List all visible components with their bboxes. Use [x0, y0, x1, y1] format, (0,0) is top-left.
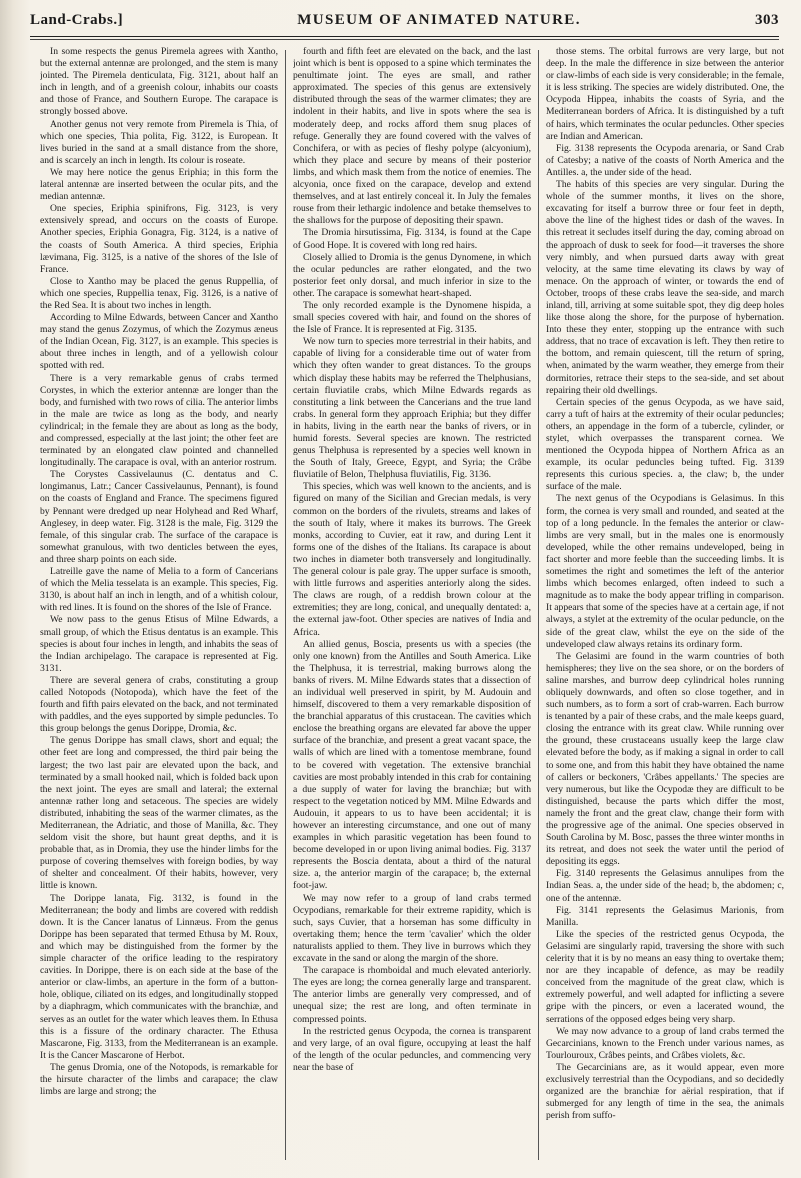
paragraph: The Corystes Cassivelaunus (C. dentatus and C. longimanus, Latr.; Cancer Cassivelaunus, Pennant), is found on the coasts of England and France. The specimens figured by Pennant were dredged up near Holyhead and Red Wharf, Anglesey, in deep water. Fig. 3128 is the male, Fig. 3129 the female, of this singular crab. The surface of the carapace is somewhat granulous, with two denticles between the eyes, and three sharp points on each side.: [40, 469, 278, 565]
paragraph: In some respects the genus Piremela agrees with Xantho, but the external antennæ are prolonged, and the stem is many jointed. The Piremela denticulata, Fig. 3121, about half an inch in length, and of a greenish colour, inhabits our coasts and those of France, and Southern Europe. The carapace is strongly bossed above.: [40, 46, 278, 118]
paragraph: The Gecarcinians are, as it would appear, even more exclusively terrestrial than the Ocypodians, and so decidedly organized are the branchiæ for aërial respiration, that if submerged for any length of time in the sea, the animals perish from suffo-: [546, 1061, 784, 1122]
paragraph: fourth and fifth feet are elevated on the back, and the last joint which is bent is opposed to a spine which terminates the penultimate joint. The eyes are small, and rather approximated. The species of this genus are extensively distributed through the seas of the warmer climates; they are indolent in their habits, and live in spots where the sea is moderately deep, and rocks afford them snug places of refuge. Generally they are found covered with the valves of Conchifera, or with as pecies of fleshy polype (alcyonium), which they place and secure by means of their posterior limbs, and which mask them from the notice of enemies. The alcyonia, once fixed on the carapace, develop and extend themselves, and at last entirely conceal it. In July the females rouse from their lethargic indolence and betake themselves to the shallows for the purpose of depositing their spawn.: [293, 46, 531, 227]
paragraph: This species, which was well known to the ancients, and is figured on many of the Sicilian and Grecian medals, is very common on the borders of the rivulets, streams and lakes of the south of Italy, where it makes its burrows. The Greek monks, according to Cuvier, eat it raw, and during Lent it forms one of the dishes of the Italians. Its carapace is about two inches in diameter both transversely and longitudinally. The general colour is pale gray. The upper surface is smooth, with little furrows and asperities anteriorly along the sides. The claws are rough, of a reddish brown colour at the extremities; they are long, conical, and unequally dentated: a, the external jaw-foot. Other species are natives of India and Africa.: [293, 481, 531, 638]
header-rule-thin: [30, 39, 779, 40]
paragraph: The next genus of the Ocypodians is Gelasimus. In this form, the cornea is very small and rounded, and seated at the top of a long peduncle. In the females the anterior or claw-limbs are very small, but in the males one is enormously developed, while the other remains undeveloped, being in fact shorter and more feeble than the succeeding limbs. It is sometimes the right and sometimes the left of the anterior limbs which becomes enlarged, often indeed to such a magnitude as to make the body appear trifling in comparison. It appears that some of the species have at a certain age, if not always, a stylet at the extremity of the ocular peduncle, on the side of the great claw, whilst the eye on the side of the undeveloped claw always retains its ordinary form.: [546, 493, 784, 650]
paragraph: Another genus not very remote from Piremela is Thia, of which one species, Thia polita, Fig. 3122, is European. It lives buried in the sand at a small distance from the shore, and is scarcely an inch in length. Its colour is roseate.: [40, 118, 278, 166]
paragraph: One species, Eriphia spinifrons, Fig. 3123, is very extensively spread, and occurs on the coasts of Europe. Another species, Eriphia Gonagra, Fig. 3124, is a native of the coasts of South America. A third species, Eriphia lævimana, Fig. 3125, is a native of the shores of the Isle of France.: [40, 203, 278, 275]
paragraph: Certain species of the genus Ocypoda, as we have said, carry a tuft of hairs at the extremity of their ocular peduncles; others, an appendage in the form of a tubercle, cylinder, or stylet, which overpasses the transparent cornea. We mentioned the Ocypoda hippea of Northern Africa as an example, its ocular peduncles being tufted. Fig. 3139 represents this curious species. a, the claw; b, the under surface of the male.: [546, 396, 784, 493]
paragraph: The habits of this species are very singular. During the whole of the summer months, it lives on the shore, excavating for itself a burrow three or four feet in depth, above the line of the highest tides or dash of the waves. In this retreat it secludes itself during the day, coming abroad on the approach of dusk to seek for food—it traverses the shore very nimbly, and when pursued darts away with great velocity, at the same time elevating its claws by way of menace. On the approach of winter, or towards the end of October, troops of these crabs leave the sea-side, and march inland, till, arriving at some suitable spot, they dig deep holes like those along the shore, for the purpose of hybernation. Into these they enter, stopping up the entrance with such address, that no trace of excavation is left. They then retire to the bottom, and remain quiescent, till the return of spring, when, animated by the warm weather, they emerge from their dormitories, retrace their steps to the sea-side, and set about repairing their old dwellings.: [546, 179, 784, 396]
paragraph: Close to Xantho may be placed the genus Ruppellia, of which one species, Ruppellia tenax, Fig. 3126, is a native of the Red Sea. It is about two inches in length.: [40, 275, 278, 311]
text-column-right: [546, 46, 784, 1168]
paragraph: The genus Dromia, one of the Notopods, is remarkable for the hirsute character of the limbs and carapace; the claw limbs are large and strong; the: [40, 1061, 278, 1098]
paragraph: The Dromia hirsutissima, Fig. 3134, is found at the Cape of Good Hope. It is covered with long red hairs.: [293, 227, 531, 251]
paragraph: The only recorded example is the Dynomene hispida, a small species covered with hair, and found on the shores of the Isle of France. It is represented at Fig. 3135.: [293, 299, 531, 336]
paragraph: We may now advance to a group of land crabs termed the Gecarcinians, known to the French under various names, as Tourlouroux, Crâbes peints, and Crâbes violets, &c.: [546, 1025, 784, 1061]
paragraph: Latreille gave the name of Melia to a form of Cancerians of which the Melia tesselata is an example. This species, Fig. 3130, is about half an inch in length, and of a whitish colour, with red lines. It is found on the shores of the Isle of France.: [40, 566, 278, 614]
column-divider: [538, 50, 539, 1160]
paragraph: The Gelasimi are found in the warm countries of both hemispheres; they live on the sea shore, or on the borders of saline marshes, and burrow deep cylindrical holes running obliquely downwards, and often so close together, and in such numbers, as to form a sort of crab-warren. Each burrow is tenanted by a pair of these crabs, and the male keeps guard, closing the entrance with its great claw. While running over the ground, these crustaceans usually keep the large claw elevated before the body, as if making a signal in order to call to some one, and from this habit they have obtained the name of callers or beckoners, 'Crâbes appellants.' The species are very numerous, but like the Ocypodæ they are difficult to be distinguished, because the parts which differ the most, namely the front and the great claw, change their form with the progressive age of the animal. One species observed in South Carolina by M. Bosc, passes the three winter months in its retreat, and does not seek the water until the period of depositing its eggs.: [546, 650, 784, 868]
paragraph: We may now refer to a group of land crabs termed Ocypodians, remarkable for their extreme rapidity, which is such, says Cuvier, that a horseman has some difficulty in overtaking them; hence the term 'cavalier' which the older naturalists applied to them. They live in burrows which they excavate in the sand or along the margin of the shore.: [293, 892, 531, 965]
paragraph: Closely allied to Dromia is the genus Dynomene, in which the ocular peduncles are rather elongated, and the two posterior feet only dorsal, and much inferior in size to the other. The carapace is somewhat heart-shaped.: [293, 251, 531, 299]
paragraph: Like the species of the restricted genus Ocypoda, the Gelasimi are singularly rapid, traversing the shore with such celerity that it is by no means an easy thing to overtake them; nor are they incapable of defence, as may be readily conceived from the magnitude of the great claw, which is extremely powerful, and well adapted for inflicting a severe gripe with the pincers, or even a lacerated wound, the serrations of the opposed edges being very sharp.: [546, 928, 784, 1025]
text-columns: [40, 46, 784, 1168]
paragraph: those stems. The orbital furrows are very large, but not deep. In the male the difference in size between the anterior or claw-limbs of each side is very considerable; in the female, it is less striking. The species are widely distributed. One, the Ocypoda Hippea, inhabits the coasts of Syria, and the Mediterranean borders of Africa. It is distinguished by a tuft of hairs, which terminates the ocular peduncles. Other species are Indian and American.: [546, 46, 784, 142]
paragraph: There are several genera of crabs, constituting a group called Notopods (Notopoda), which have the feet of the fourth and fifth pairs elevated on the back, and not terminated with paddles, and the eyes supported by simple peduncles. To this group belongs the genus Dorippe, Dromia, &c.: [40, 674, 278, 735]
running-header: [30, 6, 779, 34]
paragraph: We now pass to the genus Etisus of Milne Edwards, a small group, of which the Etisus dentatus is an example. This species is about four inches in length, and inhabits the seas of the Indian archipelago. The carapace is represented at Fig. 3131.: [40, 614, 278, 674]
header-book-title: MUSEUM OF ANIMATED NATURE.: [297, 11, 581, 28]
text-column-middle: [293, 46, 531, 1168]
paragraph: Fig. 3140 represents the Gelasimus annulipes from the Indian Seas. a, the under side of the head; b, the abdomen; c, one of the antennæ.: [546, 868, 784, 904]
paragraph: We may here notice the genus Eriphia; in this form the lateral antennæ are inserted between the ocular pits, and the median antennæ.: [40, 166, 278, 203]
header-rule: [30, 36, 779, 37]
text-column-left: [40, 46, 278, 1168]
header-section-title: Land-Crabs.]: [30, 11, 124, 28]
paragraph: Fig. 3138 represents the Ocypoda arenaria, or Sand Crab of Catesby; a native of the coasts of North America and the Antilles. a, the under side of the head.: [546, 142, 784, 178]
paragraph: We now turn to species more terrestrial in their habits, and capable of living for a considerable time out of water from which they often wander to great distances. To the groups which display these habits may be referred the Thelphusians, certain fluviatile crabs, which Milne Edwards regards as constituting a link between the Cancerians and the true land crabs. In general form they approach Eriphia; but they differ in habits, living in the earth near the banks of rivers, or in humid forests. Several species are known. The restricted genus Thelphusa is represented by a species well known in the South of Italy, Greece, Egypt, and Syria; the Crâbe fluviatile of Belon, Thelphusa fluviatilis, Fig. 3136.: [293, 336, 531, 481]
paragraph: The Dorippe lanata, Fig. 3132, is found in the Mediterranean; the body and limbs are covered with reddish down. It is the Cancer lanatus of Linnæus. From the genus Dorippe has been separated that termed Ethusa by M. Roux, and which may be distinguished from the former by the simple character of the orifice leading to the respiratory cavities. In Dorippe, there is on each side at the base of the anterior or claw-limbs, an aperture in the form of a button-hole, oblique, ciliated on its edges, and longitudinally stopped by a diaphragm, which communicates with the branchiæ, and serves as an outlet for the water which leaves them. In Ethusa this is a fissure of the ordinary character. The Ethusa Mascarone, Fig. 3133, from the Mediterranean is an example. It is the Cancer Mascarone of Herbot.: [40, 892, 278, 1061]
paragraph: The carapace is rhomboidal and much elevated anteriorly. The eyes are long; the cornea generally large and transparent. The anterior limbs are generally very compressed, and of unequal size; the rest are long, and often terminate in compressed points.: [293, 965, 531, 1025]
page-number: 303: [754, 11, 779, 28]
paragraph: An allied genus, Boscia, presents us with a species (the only one known) from the Antilles and South America. Like the Thelphusa, it is terrestrial, making burrows along the banks of rivers. M. Milne Edwards states that a dissection of an individual well preserved in spirit, by M. Audouin and himself, discovered to them a very remarkable disposition of the branchial apparatus of this crustacean. The cavities which enclose the breathing organs are elevated far above the upper surface of the branchiæ, and present a great vacant space, the walls of which are lined with a tomentose membrane, found to be covered with vegetation. The extensive branchial cavities are most probably intended in this crab for containing a due supply of water for laving the branchiæ; but with respect to the vegetation noticed by MM. Milne Edwards and Audouin, it appears to us to have been accidental; it is however an interesting circumstance, and one out of many examples in which parasitic vegetation has been found to become developed in or upon living animal bodies. Fig. 3137 represents the Boscia dentata, about a third of the natural size. a, the anterior margin of the carapace; b, the external foot-jaw.: [293, 638, 531, 892]
paragraph: According to Milne Edwards, between Cancer and Xantho may stand the genus Zozymus, of which the Zozymus æneus of the Indian Ocean, Fig. 3127, is an example. This species is about three inches in length, and of a yellowish colour spotted with red.: [40, 312, 278, 372]
paragraph: Fig. 3141 represents the Gelasimus Marionis, from Manilla.: [546, 904, 784, 928]
paragraph: The genus Dorippe has small claws, short and equal; the other feet are long and compressed, the third pair being the largest; the two last pair are elevated upon the back, and terminated by a small hooked nail, which is folded back upon the next joint. The eyes are small and lateral; the external antennæ rather long and setaceous. The species are widely distributed, inhabiting the seas of the warmer climates, as the Mediterranean, the Adriatic, and those of Manilla, &c. They seldom visit the shore, but haunt great depths, and it is probable that, as in Dromia, they use the hinder limbs for the purpose of covering themselves with foreign bodies, by way of shelter and concealment. Of their habits, however, very little is known.: [40, 735, 278, 892]
paragraph: There is a very remarkable genus of crabs termed Corystes, in which the exterior antennæ are longer than the body, and furnished with two rows of cilia. The anterior limbs in the male are twice as long as the body, and nearly cylindrical; in the female they are about as long as the body, and compressed, especially at the last joint; the other feet are terminated by an elongated claw pointed and channelled longitudinally. The carapace is oval, with an anterior rostrum.: [40, 372, 278, 469]
paragraph: In the restricted genus Ocypoda, the cornea is transparent and very large, of an oval figure, occupying at least the half of the length of the ocular peduncles, and commencing very near the base of: [293, 1025, 531, 1073]
column-divider: [285, 50, 286, 1160]
